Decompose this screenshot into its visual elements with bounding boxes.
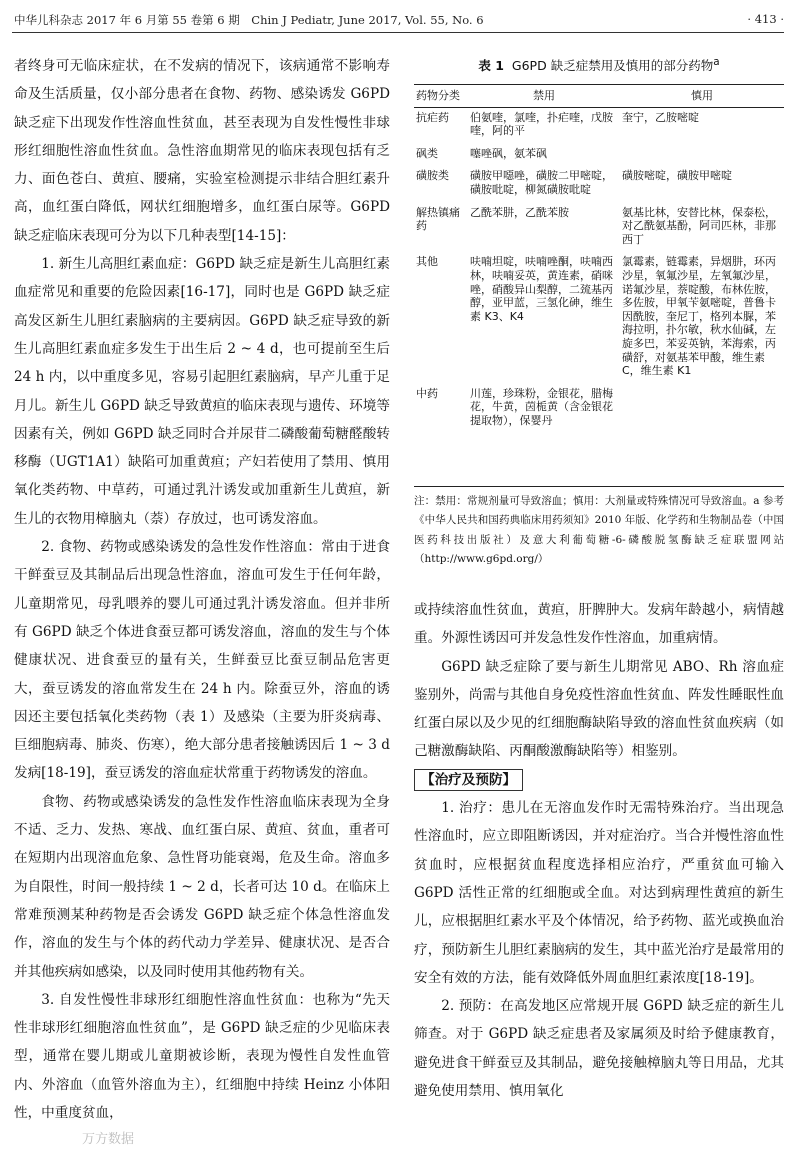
cell-category: 其他 xyxy=(416,255,438,269)
paragraph: 2. 预防：在高发地区应常规开展 G6PD 缺乏症的新生儿筛查。对于 G6PD 缺乏症患者及家属须及时给予健康教育，避免进食干鲜蚕豆及其制品，避免接触樟脑丸等日用品，尤其避免使用禁用、慎用氧化 xyxy=(414,998,784,1100)
cell-caution xyxy=(620,384,784,434)
table-caption xyxy=(414,56,784,74)
cell-prohibited: 乙酰苯肼，乙酰苯胺 xyxy=(470,205,569,219)
table-row xyxy=(414,166,784,202)
paragraph: 3. 自发性慢性非球形红细胞性溶血性贫血：也称为“先天性非球形红细胞溶血性贫血”，是 G6PD 缺乏症的少见临床表型，通常在婴儿期或儿童期被诊断，表现为慢性自发性血管内、外溶血（血管外溶血为主），红细胞中持续 Heinz 小体阳性，中重度贫血， xyxy=(14,991,390,1121)
cell-prohibited: 伯氨喹，氯喹，扑疟喹，戊胺喹，阿的平 xyxy=(470,110,613,138)
table-row xyxy=(414,252,784,383)
paragraph: 食物、药物或感染诱发的急性发作性溶血临床表现为全身不适、乏力、发热、寒战、血红蛋白尿、黄疸、贫血，重者可在短期内出现溶血危象、急性肾功能衰竭，危及生命。溶血多为自限性，时间一般持续 1 ~ 2 d，长者可达 10 d。在临床上常难预测某种药物是否会诱发 G6PD 缺乏症个体急性溶血发作，溶血的发生与个体的药代动力学差异、健康状况、是否合并其他疾病如感染，以及同时使用其他药物有关。 xyxy=(14,793,390,980)
right-column xyxy=(414,596,784,1105)
running-header xyxy=(14,12,784,32)
header-rule xyxy=(12,32,784,33)
cell-caution: 奎宁，乙胺嘧啶 xyxy=(622,110,699,124)
paragraph: 1. 治疗：患儿在无溶血发作时无需特殊治疗。当出现急性溶血时，应立即阻断诱因，并对症治疗。当合并慢性溶血性贫血时，应根据贫血程度选择相应治疗，严重贫血可输入 G6PD 活性正常的红细胞或全血。对达到病理性黄疸的新生儿，应根据胆红素水平及个体情况，给予药物、蓝光或换血治疗，预防新生儿胆红素脑病的发生，其中蓝光治疗是最常用的安全有效的方法，能有效降低外周血胆红素浓度[18-19]。 xyxy=(414,800,784,986)
table-footnote-mark: a xyxy=(713,56,720,68)
cell-caution: 氯霉素，链霉素，异烟肼，环丙沙星，氧氟沙星，左氧氟沙星，诺氟沙星，萘啶酸，布林佐胺，多佐胺，甲氧苄氨嘧啶，普鲁卡因酰胺，奎尼丁，格列本脲，苯海拉明，扑尔敏，秋水仙碱，左旋多巴，苯妥英钠，苯海索，丙磺舒，对氨基苯甲酸，维生素 C，维生素 K1 xyxy=(622,255,776,378)
paragraph: 或持续溶血性贫血，黄疸，肝脾肿大。发病年龄越小，病情越重。外源性诱因可并发急性发作性溶血，加重病情。 xyxy=(414,602,784,647)
header-prohibited: 禁用 xyxy=(468,85,620,108)
page-number: · 413 · xyxy=(747,12,784,26)
cell-prohibited: 川莲，珍珠粉，金银花，腊梅花，牛黄，茵栀黄（含金银花提取物），保婴丹 xyxy=(470,386,613,427)
cell-caution: 磺胺嘧啶，磺胺甲嘧啶 xyxy=(622,169,732,183)
table-row xyxy=(414,384,784,434)
table-row xyxy=(414,144,784,167)
cell-caution xyxy=(620,144,784,167)
paragraph: G6PD 缺乏症除了要与新生儿期常见 ABO、Rh 溶血症鉴别外，尚需与其他自身免疫性溶血性贫血、阵发性睡眠性血红蛋白尿以及少见的红细胞酶缺陷导致的溶血性贫血疾病（如己糖激酶缺陷、丙酮酸激酶缺陷等）相鉴别。 xyxy=(414,658,784,760)
journal-citation: 中华儿科杂志 2017 年 6 月第 55 卷第 6 期 Chin J Pediatr, June 2017, Vol. 55, No. 6 xyxy=(14,13,484,27)
cell-category: 磺胺类 xyxy=(416,169,449,183)
paragraph: 者终身可无临床症状，在不发病的情况下，该病通常不影响寿命及生活质量，仅小部分患者在食物、药物、感染诱发 G6PD 缺乏症下出现发作性溶血性贫血，甚至表现为自发性慢性非球形红细胞性溶血性贫血。急性溶血期常见的临床表现包括有乏力、面色苍白、黄疸、腰痛，实验室检测提示非结合胆红素升高，血红蛋白降低，网状红细胞增多，血红蛋白尿等。G6PD 缺乏症临床表现可分为以下几种表型[14-15]： xyxy=(14,58,390,244)
cell-prohibited: 噻唑砜，氨苯砜 xyxy=(470,146,547,160)
paragraph: 1. 新生儿高胆红素血症：G6PD 缺乏症是新生儿高胆红素血症常见和重要的危险因素[16-17]，同时也是 G6PD 缺乏症高发区新生儿胆红素脑病的主要病因。G6PD 缺乏症导致的新生儿高胆红素血症多发生于出生后 2 ~ 4 d，也可提前至生后 24 h 内，以中重度多见，容易引起胆红素脑病，早产儿重于足月儿。新生儿 G6PD 缺乏导致黄疸的临床表现与遗传、环境等因素有关，例如 G6PD 缺乏同时合并尿苷二磷酸葡萄糖醛酸转移酶（UGT1A1）缺陷可加重黄疸；产妇若使用了禁用、慎用氧化类药物、中草药，可通过乳汁诱发或加重新生儿黄疸，新生儿的衣物用樟脑丸（萘）存放过，也可诱发溶血。 xyxy=(14,256,390,527)
cell-prohibited: 磺胺甲噁唑，磺胺二甲嘧啶，磺胺吡啶，柳氮磺胺吡啶 xyxy=(470,169,613,196)
table-label: 表 1 xyxy=(478,58,504,74)
cell-category: 中药 xyxy=(416,386,438,400)
watermark: 万方数据 xyxy=(82,1132,135,1147)
table-row xyxy=(414,107,784,144)
left-column xyxy=(14,52,390,1127)
drug-table xyxy=(414,84,784,433)
paragraph: 2. 食物、药物或感染诱发的急性发作性溶血：常由于进食干鲜蚕豆及其制品后出现急性溶血，溶血可发生于任何年龄，儿童期常见，母乳喂养的婴儿可通过乳汁诱发溶血。但并非所有 G6PD 缺乏个体进食蚕豆都可诱发溶血，溶血的发生与个体健康状况、进食蚕豆的量有关，生鲜蚕豆比蚕豆制品危害更大，蚕豆诱发的溶血常发生在 24 h 内。除蚕豆外，溶血的诱因还主要包括氧化类药物（表 1）及感染（主要为肝炎病毒、巨细胞病毒、肺炎、伤寒），绝大部分患者接触诱因后 1 ~ 3 d 发病[18-19]，蚕豆诱发的溶血症状常重于药物诱发的溶血。 xyxy=(14,539,390,782)
cell-prohibited: 呋喃坦啶，呋喃唑酮，呋喃西林，呋喃妥英，黄连素，硝咪唑，硝酸异山梨醇，二巯基丙醇，亚甲蓝，三氢化砷，维生素 K3、K4 xyxy=(470,255,613,323)
cell-caution: 氨基比林，安替比林，保泰松，对乙酰氨基酚，阿司匹林，非那西丁 xyxy=(622,205,776,246)
table-note: 注：禁用：常规剂量可导致溶血；慎用：大剂量或特殊情况可导致溶血。a 参考《中华人民共和国药典临床用药须知》2010 年版、化学药和生物制品卷（中国医药科技出版社）及意大利葡萄糖-6-磷酸脱氢酶缺乏症联盟网站（http://www.g6pd.org/） xyxy=(414,495,784,566)
cell-category: 解热镇痛药 xyxy=(416,205,460,233)
table-bottom-rule xyxy=(414,486,784,487)
table-header-row xyxy=(414,85,784,108)
table-title: G6PD 缺乏症禁用及慎用的部分药物 xyxy=(511,58,714,74)
cell-category: 砜类 xyxy=(416,146,438,160)
header-caution: 慎用 xyxy=(620,85,784,108)
header-category: 药物分类 xyxy=(414,85,468,108)
cell-category: 抗疟药 xyxy=(416,110,449,124)
table-row xyxy=(414,203,784,253)
section-heading: 【治疗及预防】 xyxy=(414,769,523,791)
